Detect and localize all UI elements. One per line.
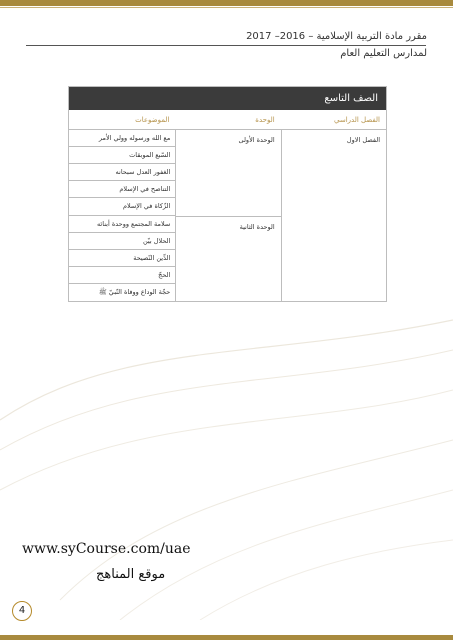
unit-cell: الوحدة الأولى (176, 130, 280, 217)
topic-row: مع الله ورسوله وولي الأمر (69, 130, 175, 147)
topic-row: حجّة الوداع ووفاة النّبيّ ﷺ (98, 287, 171, 296)
site-url: www.syCourse.com/uae (22, 541, 191, 557)
header-divider (26, 45, 426, 46)
semester-column-header: الفصل الدراسي (334, 116, 380, 124)
topic-row: التناصح في الإسلام (69, 181, 175, 198)
decorative-swirl (0, 300, 453, 620)
topic-row: الغفور العدل سبحانه (69, 164, 175, 181)
course-subtitle: لمدارس التعليم العام (340, 48, 427, 59)
site-name: موقع المناهج (96, 567, 166, 582)
course-title: مقرر مادة التربية الإسلامية – 2016– 2017 (246, 31, 427, 42)
topics-column-header: الموضوعات (135, 116, 170, 124)
topic-row: الحلال بيّن (69, 233, 175, 250)
table-body (69, 130, 386, 301)
bottom-accent-bar (0, 635, 453, 640)
unit-column-header: الوحدة (255, 116, 275, 124)
topic-row: السّبع الموبقات (69, 147, 175, 164)
page-number-badge: 4 (12, 601, 32, 621)
curriculum-table (68, 86, 387, 302)
semester-cell: الفصل الاول (281, 130, 386, 301)
top-accent-line (0, 7, 453, 8)
topic-row: سلامة المجتمع ووحدة أبنائه (69, 216, 175, 233)
topic-row: الزّكاة في الإسلام (69, 198, 175, 215)
top-accent-bar (0, 0, 453, 6)
table-header-row (69, 110, 386, 130)
unit-column (175, 130, 280, 301)
topics-column (69, 130, 175, 301)
topic-row: الحجّ (69, 267, 175, 284)
topic-row: الدِّين النّصيحة (69, 250, 175, 267)
unit-cell: الوحدة الثانية (239, 223, 275, 231)
grade-title: الصف التاسع (69, 87, 386, 110)
page-header (167, 30, 427, 62)
